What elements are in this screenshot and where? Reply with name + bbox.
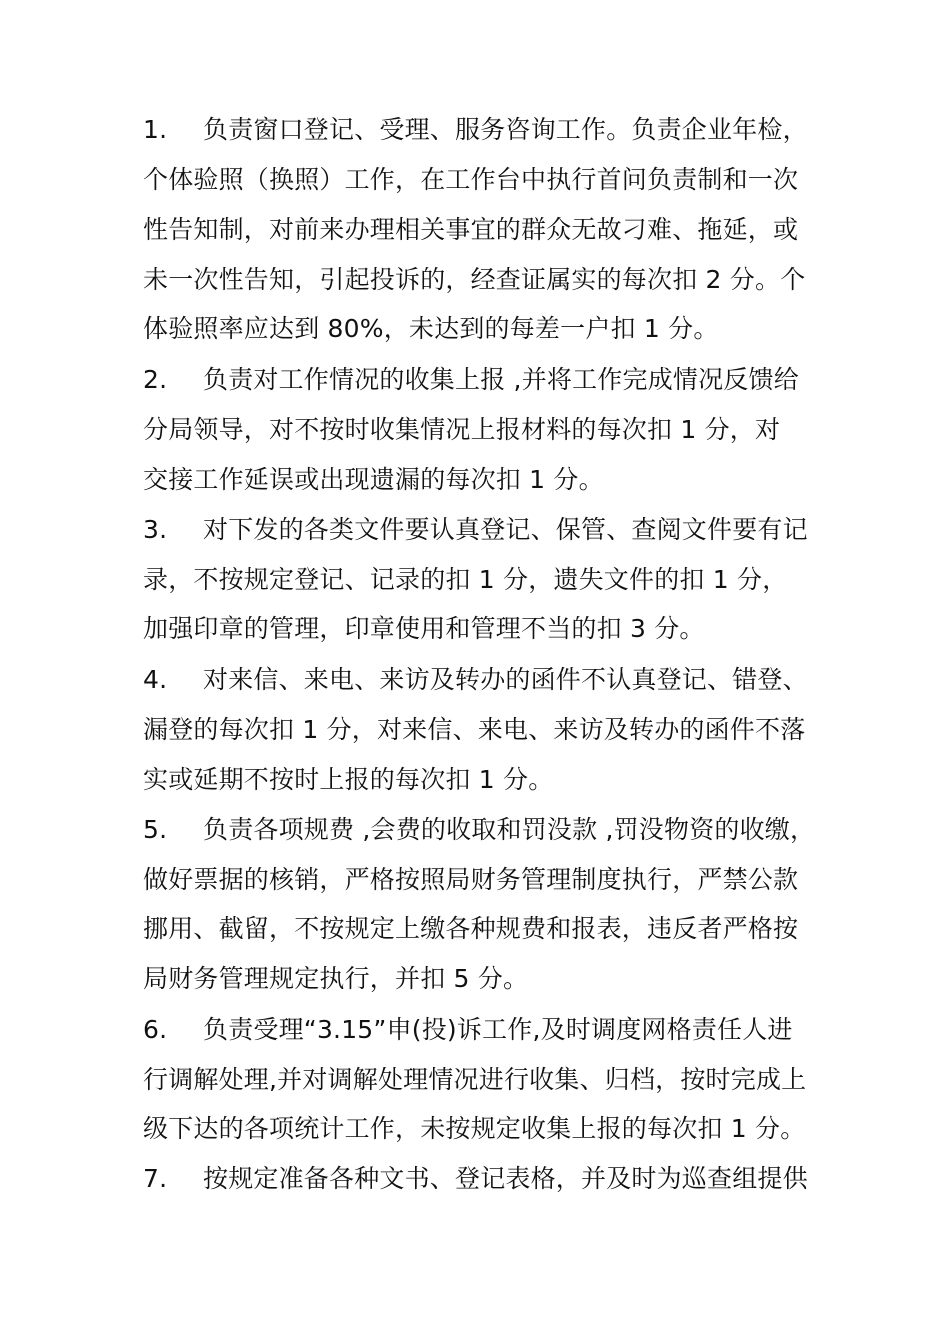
paragraph-6-line-1 (143, 1014, 823, 1046)
item-7-text-line-1: 按规定准备各种文书、登记表格，并及时为巡查组提供 (203, 1164, 808, 1193)
item-3-text-line-1: 对下发的各类文件要认真登记、保管、查阅文件要有记 (203, 515, 808, 544)
paragraph-1-line-2: 个体验照（换照）工作，在工作台中执行首问负责制和一次 (143, 165, 799, 194)
paragraph-6-line-2: 行调解处理,并对调解处理情况进行收集、归档，按时完成上 (143, 1065, 807, 1094)
item-number-3: 3. (143, 515, 168, 544)
item-6-text-line-1: 负责受理“3.15”申(投)诉工作,及时调度网格责任人进 (203, 1015, 793, 1044)
paragraph-4-line-2: 漏登的每次扣 1 分，对来信、来电、来访及转办的函件不落 (143, 715, 806, 744)
paragraph-3-line-3: 加强印章的管理，印章使用和管理不当的扣 3 分。 (143, 614, 705, 643)
item-4-text-line-1: 对来信、来电、来访及转办的函件不认真登记、错登、 (203, 665, 808, 694)
paragraph-5-line-2: 做好票据的核销，严格按照局财务管理制度执行，严禁公款 (143, 865, 799, 894)
paragraph-2-line-1 (143, 364, 823, 396)
paragraph-5-line-4: 局财务管理规定执行，并扣 5 分。 (143, 964, 529, 993)
paragraph-3-line-2: 录，不按规定登记、记录的扣 1 分，遗失文件的扣 1 分， (143, 565, 788, 594)
paragraph-5-line-1 (143, 814, 823, 846)
item-1-text-line-1: 负责窗口登记、受理、服务咨询工作。负责企业年检， (203, 115, 808, 144)
paragraph-7-line-1 (143, 1163, 823, 1195)
paragraph-1-line-5: 体验照率应达到 80%，未达到的每差一户扣 1 分。 (143, 314, 719, 343)
paragraph-1-line-4: 未一次性告知，引起投诉的，经查证属实的每次扣 2 分。个 (143, 265, 806, 294)
paragraph-2-line-2: 分局领导，对不按时收集情况上报材料的每次扣 1 分，对 (143, 415, 781, 444)
paragraph-2-line-3: 交接工作延误或出现遗漏的每次扣 1 分。 (143, 465, 604, 494)
paragraph-3-line-1 (143, 514, 823, 546)
item-number-2: 2. (143, 365, 168, 394)
paragraph-4-line-1 (143, 664, 823, 696)
item-number-6: 6. (143, 1015, 168, 1044)
item-number-4: 4. (143, 665, 168, 694)
item-2-text-line-1: 负责对工作情况的收集上报 ,并将工作完成情况反馈给 (203, 365, 799, 394)
item-number-1: 1. (143, 115, 168, 144)
paragraph-6-line-3: 级下达的各项统计工作，未按规定收集上报的每次扣 1 分。 (143, 1114, 806, 1143)
item-number-7: 7. (143, 1164, 168, 1193)
paragraph-5-line-3: 挪用、截留，不按规定上缴各种规费和报表，违反者严格按 (143, 914, 799, 943)
paragraph-1-line-1 (143, 114, 823, 146)
paragraph-4-line-3: 实或延期不按时上报的每次扣 1 分。 (143, 765, 554, 794)
paragraph-1-line-3: 性告知制，对前来办理相关事宜的群众无故刁难、拖延，或 (143, 215, 799, 244)
item-number-5: 5. (143, 815, 168, 844)
item-5-text-line-1: 负责各项规费 ,会费的收取和罚没款 ,罚没物资的收缴， (203, 815, 816, 844)
